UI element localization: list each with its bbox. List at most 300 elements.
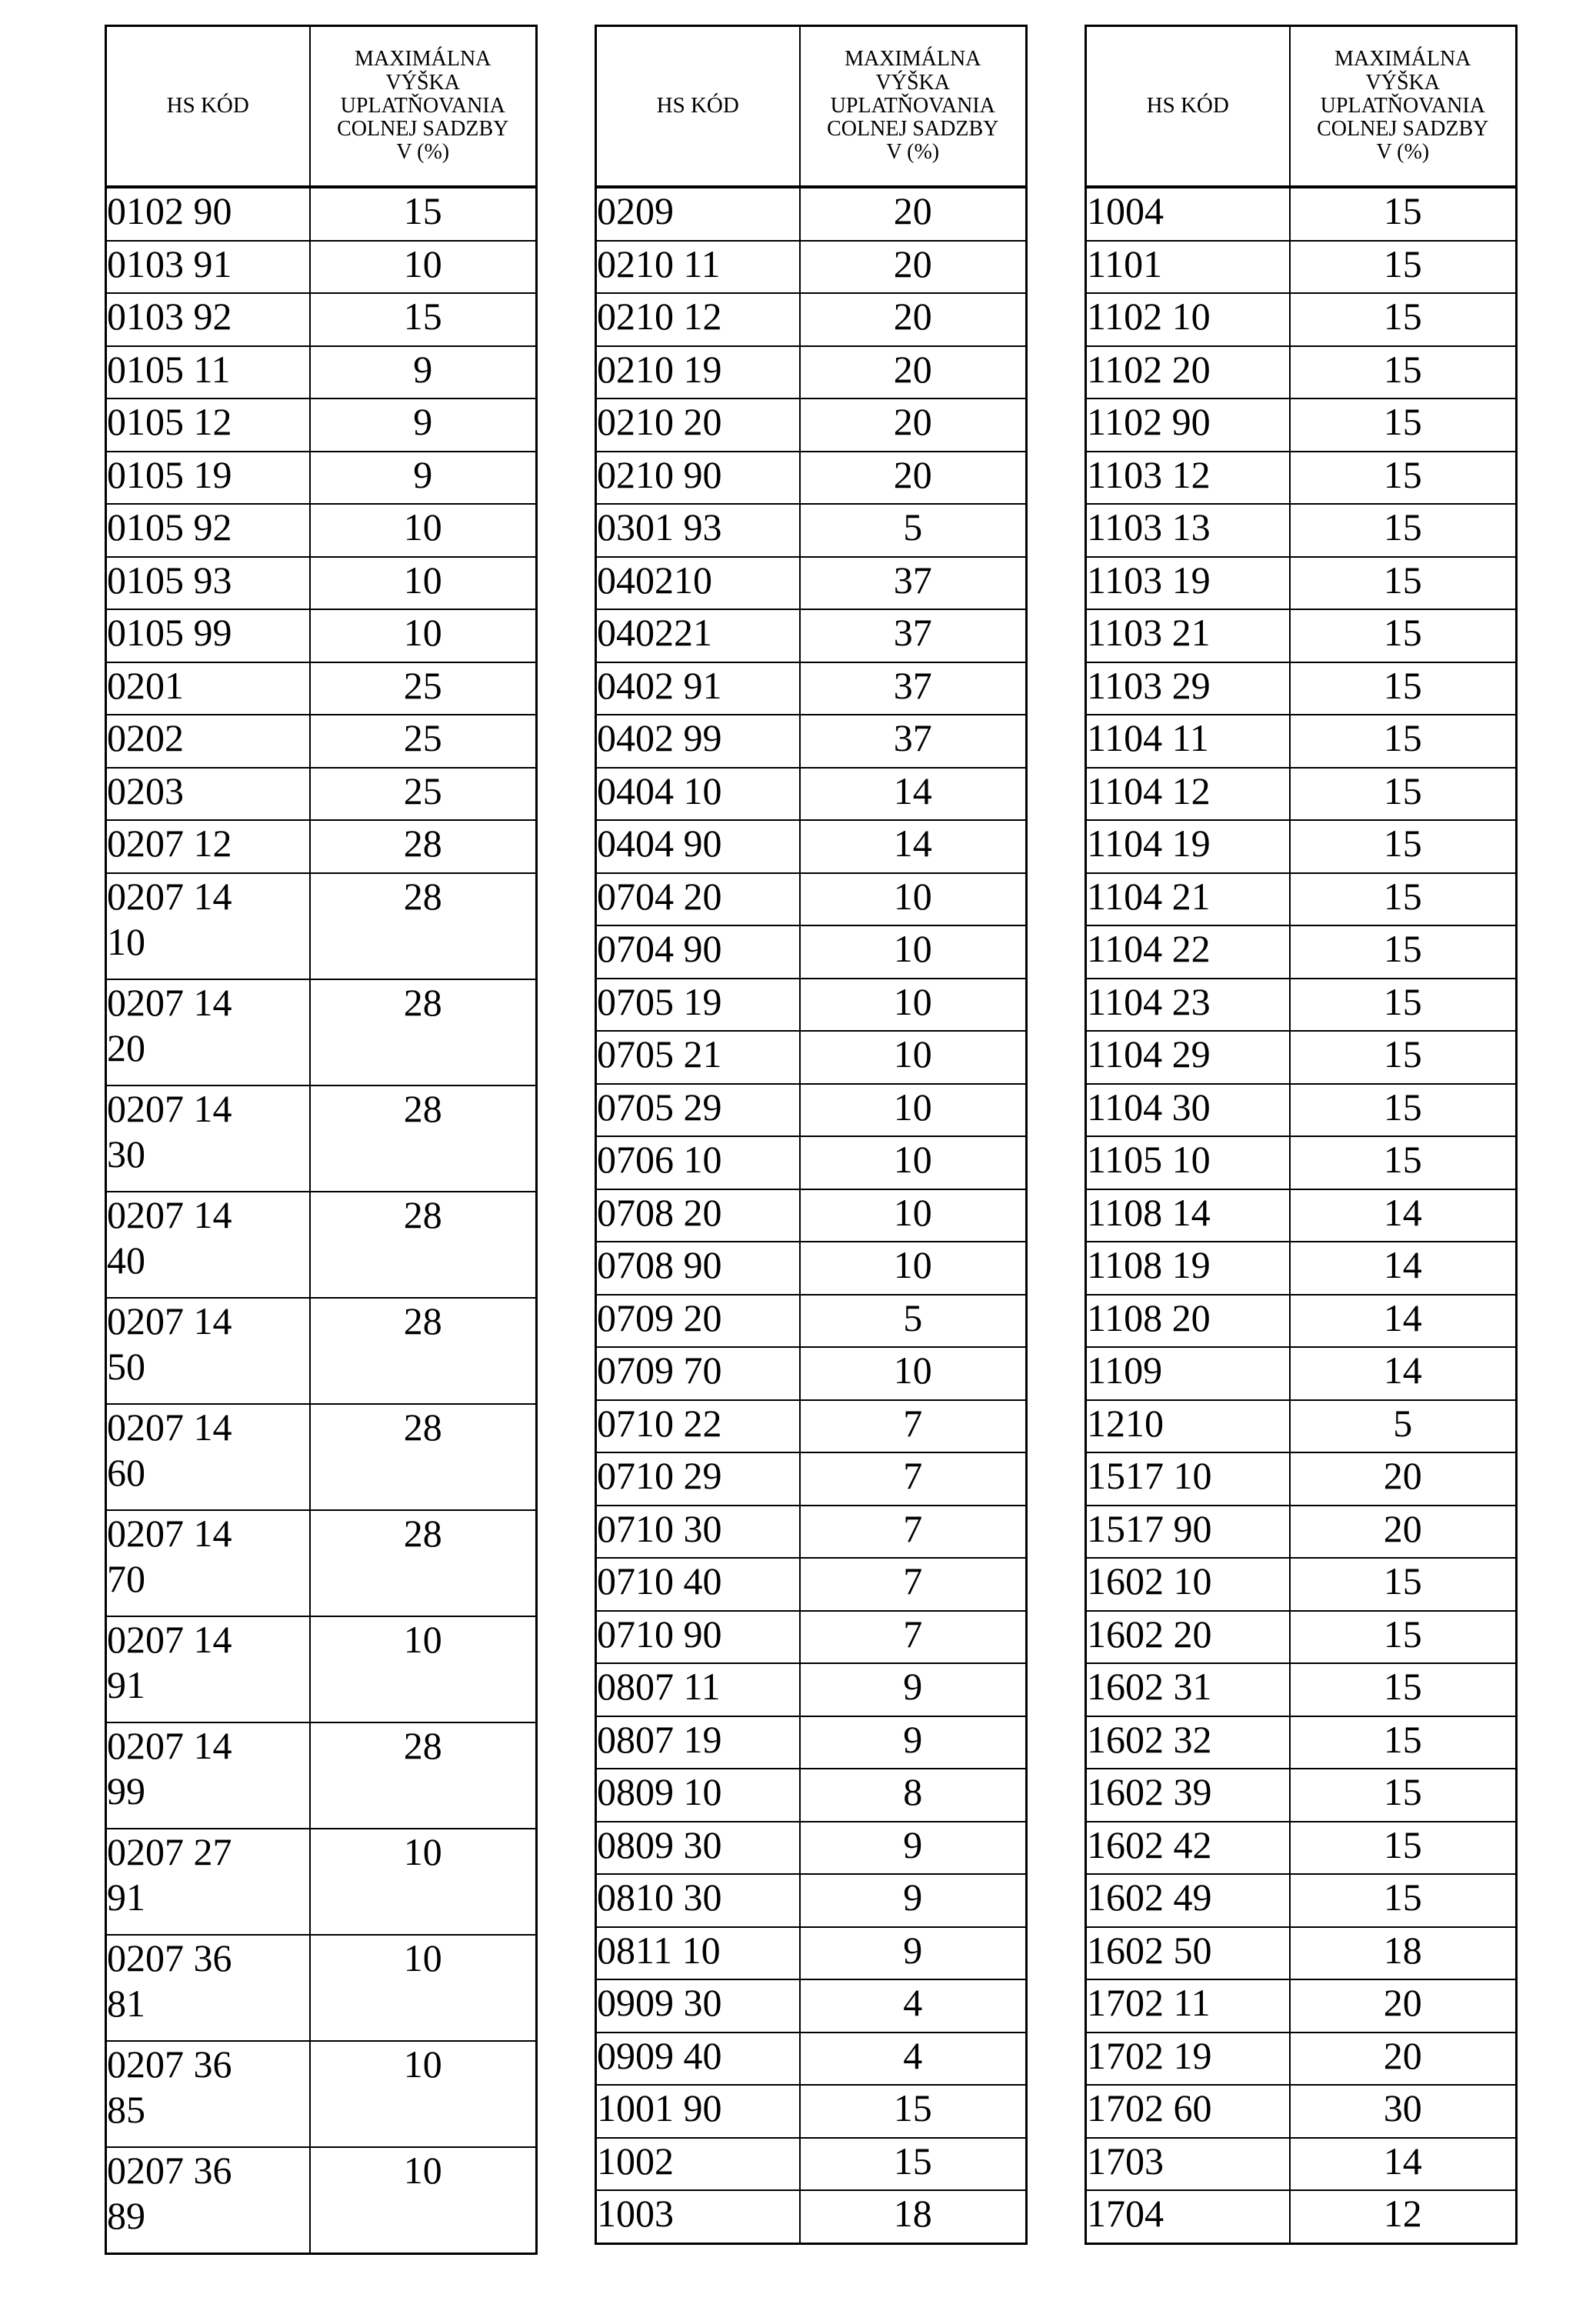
hs-code-cell bbox=[1086, 346, 1290, 399]
hs-code-cell bbox=[106, 2147, 310, 2254]
hs-code-text: 0105 93 bbox=[107, 558, 232, 602]
hs-code-text: 1101 bbox=[1087, 242, 1163, 285]
max-rate-cell: 4 bbox=[800, 1979, 1027, 2033]
table-row bbox=[1086, 452, 1517, 505]
table-row bbox=[1086, 1663, 1517, 1716]
table-row bbox=[596, 1716, 1027, 1769]
hs-code-text: 1602 31 bbox=[1087, 1665, 1212, 1708]
max-rate-cell: 20 bbox=[800, 187, 1027, 241]
table-row bbox=[1086, 293, 1517, 346]
header-line: VÝŠKA bbox=[875, 70, 950, 95]
hs-code-text: 1001 90 bbox=[597, 2086, 722, 2129]
table-row bbox=[1086, 2085, 1517, 2138]
max-rate-cell: 28 bbox=[310, 1722, 537, 1829]
max-rate-cell: 15 bbox=[1290, 1663, 1517, 1716]
hs-code-cell bbox=[106, 873, 310, 979]
hs-code-cell bbox=[1086, 979, 1290, 1032]
max-rate-cell: 10 bbox=[310, 2041, 537, 2147]
hs-code-text: 0710 22 bbox=[597, 1401, 722, 1445]
hs-code-header: HS KÓD bbox=[1086, 26, 1290, 188]
table-row bbox=[596, 1663, 1027, 1716]
max-rate-cell: 15 bbox=[1290, 452, 1517, 505]
max-rate-cell: 20 bbox=[800, 452, 1027, 505]
hs-code-text: 0207 14 bbox=[107, 1086, 232, 1130]
max-rate-cell: 4 bbox=[800, 2033, 1027, 2086]
hs-code-header: HS KÓD bbox=[596, 26, 800, 188]
hs-code-text: 0207 36 bbox=[107, 2148, 232, 2192]
table-row bbox=[1086, 1506, 1517, 1559]
max-rate-header bbox=[1290, 26, 1517, 188]
hs-code-cell bbox=[1086, 557, 1290, 610]
hs-code-cell bbox=[596, 925, 800, 979]
hs-code-cell bbox=[596, 609, 800, 662]
max-rate-cell: 25 bbox=[310, 662, 537, 715]
hs-code-text: 0404 90 bbox=[597, 822, 722, 865]
hs-code-text: 1517 10 bbox=[1087, 1454, 1212, 1497]
max-rate-cell: 7 bbox=[800, 1611, 1027, 1664]
hs-code-text: 0404 10 bbox=[597, 769, 722, 812]
hs-code-text: 0909 30 bbox=[597, 1981, 722, 2024]
table-body bbox=[596, 187, 1027, 2243]
hs-code-text: 1210 bbox=[1087, 1401, 1164, 1445]
hs-code-text: 0710 29 bbox=[597, 1454, 722, 1497]
hs-code-cell bbox=[106, 241, 310, 294]
hs-code-cell bbox=[106, 1829, 310, 1935]
hs-code-cell bbox=[596, 1611, 800, 1664]
hs-code-text: 0207 36 bbox=[107, 2042, 232, 2086]
hs-code-text: 0210 19 bbox=[597, 347, 722, 391]
hs-code-cell bbox=[1086, 293, 1290, 346]
hs-code-cell bbox=[1086, 662, 1290, 715]
max-rate-cell: 15 bbox=[1290, 557, 1517, 610]
hs-code-text: 1104 30 bbox=[1087, 1085, 1211, 1129]
header-line: MAXIMÁLNA bbox=[1334, 47, 1471, 72]
max-rate-cell: 9 bbox=[800, 1927, 1027, 1980]
table-row bbox=[596, 293, 1027, 346]
hs-code-text: 040221 bbox=[597, 611, 712, 654]
table-row bbox=[1086, 504, 1517, 557]
hs-code-cell bbox=[1086, 1031, 1290, 1084]
hs-code-text: 1109 bbox=[1087, 1349, 1163, 1392]
max-rate-cell: 15 bbox=[1290, 715, 1517, 768]
max-rate-cell: 15 bbox=[1290, 1031, 1517, 1084]
max-rate-cell: 10 bbox=[310, 241, 537, 294]
max-rate-cell: 20 bbox=[1290, 1506, 1517, 1559]
max-rate-cell: 10 bbox=[800, 1242, 1027, 1295]
hs-code-text: 1104 11 bbox=[1087, 716, 1209, 759]
table-row bbox=[596, 1452, 1027, 1506]
hs-code-cell bbox=[106, 1722, 310, 1829]
max-rate-cell: 28 bbox=[310, 1510, 537, 1616]
hs-code-cell bbox=[596, 2085, 800, 2138]
hs-code-cell bbox=[596, 662, 800, 715]
hs-code-cell bbox=[1086, 820, 1290, 873]
table-row bbox=[106, 873, 537, 979]
hs-code-cell bbox=[596, 1558, 800, 1611]
hs-code-text: 99 bbox=[107, 1769, 145, 1812]
max-rate-cell: 14 bbox=[800, 820, 1027, 873]
header-line: UPLATŇOVANIA bbox=[1320, 93, 1485, 118]
hs-code-cell bbox=[106, 452, 310, 505]
table-row bbox=[1086, 1242, 1517, 1295]
hs-code-text: 0207 14 bbox=[107, 1192, 232, 1236]
hs-code-text: 1003 bbox=[597, 2192, 674, 2235]
table-row bbox=[1086, 1084, 1517, 1137]
max-rate-cell: 15 bbox=[1290, 241, 1517, 294]
hs-code-text: 0706 10 bbox=[597, 1138, 722, 1181]
hs-code-text: 1102 20 bbox=[1087, 347, 1211, 391]
max-rate-cell: 15 bbox=[1290, 979, 1517, 1032]
table-row bbox=[596, 925, 1027, 979]
hs-code-text: 0710 30 bbox=[597, 1506, 722, 1550]
hs-code-cell bbox=[596, 1400, 800, 1453]
hs-code-text: 91 bbox=[107, 1662, 145, 1706]
table-row bbox=[1086, 609, 1517, 662]
max-rate-cell: 9 bbox=[310, 399, 537, 452]
table-row bbox=[106, 2041, 537, 2147]
table-row bbox=[596, 187, 1027, 241]
hs-code-cell bbox=[596, 1822, 800, 1875]
max-rate-cell: 15 bbox=[1290, 1822, 1517, 1875]
hs-code-text: 0301 93 bbox=[597, 505, 722, 549]
table-row bbox=[106, 1722, 537, 1829]
hs-code-text: 1104 21 bbox=[1087, 874, 1211, 918]
table-row bbox=[1086, 1769, 1517, 1822]
table-row bbox=[596, 609, 1027, 662]
max-rate-cell: 9 bbox=[800, 1822, 1027, 1875]
hs-code-header: HS KÓD bbox=[106, 26, 310, 188]
hs-code-text: 0210 11 bbox=[597, 242, 721, 285]
hs-code-cell bbox=[596, 557, 800, 610]
hs-code-cell bbox=[596, 2190, 800, 2243]
table-row bbox=[1086, 1189, 1517, 1242]
header-line: VÝŠKA bbox=[385, 70, 460, 95]
table-row bbox=[1086, 346, 1517, 399]
hs-code-text: 0709 20 bbox=[597, 1296, 722, 1339]
hs-code-text: 0704 90 bbox=[597, 927, 722, 970]
max-rate-cell: 12 bbox=[1290, 2190, 1517, 2243]
hs-code-cell bbox=[596, 1716, 800, 1769]
hs-code-cell bbox=[596, 1242, 800, 1295]
hs-code-text: 1602 10 bbox=[1087, 1559, 1212, 1602]
hs-code-text: 89 bbox=[107, 2193, 145, 2237]
table-row bbox=[596, 241, 1027, 294]
hs-code-cell bbox=[106, 715, 310, 768]
hs-code-cell bbox=[106, 1404, 310, 1510]
max-rate-cell: 10 bbox=[310, 1616, 537, 1722]
hs-code-text: 0705 21 bbox=[597, 1032, 722, 1075]
max-rate-cell: 10 bbox=[800, 979, 1027, 1032]
hs-code-cell bbox=[1086, 768, 1290, 821]
table-row bbox=[1086, 820, 1517, 873]
hs-code-text: 0709 70 bbox=[597, 1349, 722, 1392]
table-row bbox=[1086, 2138, 1517, 2191]
hs-code-text: 1702 60 bbox=[1087, 2086, 1212, 2129]
table-row bbox=[1086, 557, 1517, 610]
table-row bbox=[106, 820, 537, 873]
table-row bbox=[596, 1822, 1027, 1875]
max-rate-cell: 18 bbox=[800, 2190, 1027, 2243]
hs-code-text: 0809 10 bbox=[597, 1770, 722, 1813]
table-row bbox=[1086, 768, 1517, 821]
hs-code-text: 81 bbox=[107, 1981, 145, 2025]
max-rate-header bbox=[310, 26, 537, 188]
table-row bbox=[106, 504, 537, 557]
table-row bbox=[1086, 1136, 1517, 1189]
table-row bbox=[596, 1084, 1027, 1137]
hs-code-text: 0207 27 bbox=[107, 1829, 232, 1873]
hs-code-cell bbox=[1086, 399, 1290, 452]
hs-code-text: 0810 30 bbox=[597, 1876, 722, 1919]
hs-code-text: 10 bbox=[107, 919, 145, 963]
table-row bbox=[596, 1295, 1027, 1348]
table-row bbox=[106, 187, 537, 241]
header-line: V (%) bbox=[886, 140, 940, 165]
hs-code-cell bbox=[1086, 1716, 1290, 1769]
hs-code-cell bbox=[106, 1192, 310, 1298]
hs-code-cell bbox=[596, 1979, 800, 2033]
hs-code-text: 85 bbox=[107, 2087, 145, 2131]
hs-code-cell bbox=[596, 452, 800, 505]
tariff-table-1 bbox=[105, 25, 538, 2255]
hs-code-text: 0201 bbox=[107, 663, 184, 707]
max-rate-cell: 15 bbox=[1290, 1136, 1517, 1189]
hs-code-text: 0207 12 bbox=[107, 822, 232, 865]
max-rate-cell: 10 bbox=[310, 557, 537, 610]
max-rate-cell: 15 bbox=[1290, 399, 1517, 452]
table-row bbox=[1086, 1347, 1517, 1400]
hs-code-text: 0705 19 bbox=[597, 979, 722, 1023]
hs-code-text: 0105 19 bbox=[107, 452, 232, 496]
table-row bbox=[596, 1611, 1027, 1664]
hs-code-text: 0207 14 bbox=[107, 874, 232, 918]
hs-code-cell bbox=[106, 609, 310, 662]
hs-code-text: 1702 19 bbox=[1087, 2033, 1212, 2077]
max-rate-cell: 10 bbox=[800, 1136, 1027, 1189]
hs-code-cell bbox=[596, 241, 800, 294]
header-line: V (%) bbox=[1376, 140, 1430, 165]
table-row bbox=[1086, 1822, 1517, 1875]
header-line: COLNEJ SADZBY bbox=[337, 117, 509, 142]
hs-code-cell bbox=[596, 1506, 800, 1559]
hs-code-text: 0207 14 bbox=[107, 1511, 232, 1555]
table-row bbox=[1086, 2033, 1517, 2086]
table-row bbox=[596, 1400, 1027, 1453]
max-rate-cell: 9 bbox=[310, 452, 537, 505]
hs-code-text: 0710 40 bbox=[597, 1559, 722, 1602]
hs-code-cell bbox=[106, 2041, 310, 2147]
table-row bbox=[1086, 873, 1517, 926]
table-row bbox=[596, 452, 1027, 505]
hs-code-cell bbox=[596, 1769, 800, 1822]
max-rate-cell: 15 bbox=[1290, 1611, 1517, 1664]
hs-code-cell bbox=[106, 768, 310, 821]
hs-code-cell bbox=[1086, 504, 1290, 557]
max-rate-cell: 20 bbox=[800, 399, 1027, 452]
max-rate-cell: 18 bbox=[1290, 1927, 1517, 1980]
max-rate-cell: 10 bbox=[800, 873, 1027, 926]
max-rate-cell: 9 bbox=[800, 1663, 1027, 1716]
hs-code-text: 1002 bbox=[597, 2139, 674, 2183]
hs-code-cell bbox=[106, 399, 310, 452]
hs-code-text: 60 bbox=[107, 1450, 145, 1494]
table-row bbox=[106, 2147, 537, 2254]
tariff-table-2 bbox=[595, 25, 1028, 2245]
table-row bbox=[1086, 1400, 1517, 1453]
hs-code-text: 0807 11 bbox=[597, 1665, 721, 1708]
hs-code-text: 0207 14 bbox=[107, 1617, 232, 1661]
table-row bbox=[1086, 715, 1517, 768]
hs-code-cell bbox=[596, 346, 800, 399]
hs-code-cell bbox=[1086, 1084, 1290, 1137]
max-rate-cell: 5 bbox=[800, 504, 1027, 557]
hs-code-cell bbox=[1086, 1295, 1290, 1348]
max-rate-cell: 10 bbox=[800, 925, 1027, 979]
hs-code-cell bbox=[596, 1295, 800, 1348]
hs-code-cell bbox=[1086, 1927, 1290, 1980]
max-rate-cell: 14 bbox=[1290, 1189, 1517, 1242]
table-row bbox=[106, 1192, 537, 1298]
hs-code-text: 0708 20 bbox=[597, 1190, 722, 1234]
max-rate-cell: 15 bbox=[1290, 346, 1517, 399]
table-row bbox=[1086, 241, 1517, 294]
table-row bbox=[596, 504, 1027, 557]
hs-code-cell bbox=[1086, 1242, 1290, 1295]
hs-code-text: 0210 90 bbox=[597, 452, 722, 496]
hs-code-cell bbox=[1086, 1400, 1290, 1453]
hs-code-cell bbox=[596, 504, 800, 557]
header-line: MAXIMÁLNA bbox=[845, 47, 981, 72]
hs-code-cell bbox=[1086, 1822, 1290, 1875]
table-row bbox=[596, 557, 1027, 610]
max-rate-cell: 9 bbox=[800, 1716, 1027, 1769]
table-row bbox=[106, 557, 537, 610]
table-row bbox=[106, 768, 537, 821]
max-rate-cell: 15 bbox=[1290, 1558, 1517, 1611]
hs-code-text: 1702 11 bbox=[1087, 1981, 1211, 2024]
hs-code-text: 0708 90 bbox=[597, 1243, 722, 1286]
hs-code-text: 1104 12 bbox=[1087, 769, 1211, 812]
table-row bbox=[106, 452, 537, 505]
hs-code-text: 0207 14 bbox=[107, 1723, 232, 1767]
hs-code-cell bbox=[596, 2033, 800, 2086]
hs-code-cell bbox=[596, 293, 800, 346]
hs-code-text: 0105 12 bbox=[107, 400, 232, 443]
table-row bbox=[106, 399, 537, 452]
max-rate-cell: 10 bbox=[310, 1829, 537, 1935]
hs-code-cell bbox=[106, 662, 310, 715]
max-rate-cell: 15 bbox=[1290, 873, 1517, 926]
hs-code-cell bbox=[1086, 1979, 1290, 2033]
table-row bbox=[1086, 1874, 1517, 1927]
hs-code-cell bbox=[596, 1189, 800, 1242]
max-rate-cell: 10 bbox=[310, 504, 537, 557]
hs-code-text: 1704 bbox=[1087, 2192, 1164, 2235]
hs-code-text: 1108 14 bbox=[1087, 1190, 1211, 1234]
table-row bbox=[1086, 1558, 1517, 1611]
max-rate-cell: 30 bbox=[1290, 2085, 1517, 2138]
hs-code-text: 0704 20 bbox=[597, 874, 722, 918]
table-row bbox=[1086, 1979, 1517, 2033]
hs-code-cell bbox=[106, 979, 310, 1085]
hs-code-text: 0102 90 bbox=[107, 189, 232, 232]
hs-code-cell bbox=[1086, 2190, 1290, 2243]
table-row bbox=[106, 715, 537, 768]
table-row bbox=[1086, 1611, 1517, 1664]
hs-code-text: 1102 90 bbox=[1087, 400, 1211, 443]
hs-code-text: 0909 40 bbox=[597, 2033, 722, 2077]
max-rate-cell: 15 bbox=[1290, 293, 1517, 346]
hs-code-text: 0207 14 bbox=[107, 1299, 232, 1342]
hs-code-text: 0105 11 bbox=[107, 347, 231, 391]
max-rate-cell: 37 bbox=[800, 609, 1027, 662]
table-body bbox=[106, 187, 537, 2253]
table-row bbox=[596, 715, 1027, 768]
table-row bbox=[596, 1769, 1027, 1822]
table-row bbox=[596, 1136, 1027, 1189]
header-row bbox=[596, 26, 1027, 188]
max-rate-cell: 7 bbox=[800, 1452, 1027, 1506]
hs-code-cell bbox=[106, 1510, 310, 1616]
hs-code-cell bbox=[1086, 2033, 1290, 2086]
hs-code-cell bbox=[596, 2138, 800, 2191]
hs-code-text: 1103 29 bbox=[1087, 663, 1211, 707]
table-row bbox=[1086, 399, 1517, 452]
max-rate-cell: 10 bbox=[310, 1935, 537, 2041]
table-row bbox=[106, 1510, 537, 1616]
table-row bbox=[1086, 2190, 1517, 2243]
max-rate-cell: 14 bbox=[800, 768, 1027, 821]
hs-code-text: 1004 bbox=[1087, 189, 1164, 232]
hs-code-text: 1104 23 bbox=[1087, 979, 1211, 1023]
header-line: UPLATŇOVANIA bbox=[340, 93, 505, 118]
table-row bbox=[1086, 187, 1517, 241]
max-rate-cell: 28 bbox=[310, 873, 537, 979]
max-rate-cell: 15 bbox=[1290, 504, 1517, 557]
hs-code-text: 91 bbox=[107, 1875, 145, 1919]
hs-code-text: 0103 91 bbox=[107, 242, 232, 285]
hs-code-cell bbox=[596, 1452, 800, 1506]
hs-code-text: 0811 10 bbox=[597, 1928, 721, 1972]
hs-code-cell bbox=[596, 1136, 800, 1189]
table-row bbox=[596, 1242, 1027, 1295]
hs-code-text: 0210 20 bbox=[597, 400, 722, 443]
header-line: V (%) bbox=[396, 140, 450, 165]
max-rate-cell: 28 bbox=[310, 979, 537, 1085]
table-row bbox=[1086, 1716, 1517, 1769]
hs-code-text: 1103 13 bbox=[1087, 505, 1211, 549]
hs-code-text: 1103 12 bbox=[1087, 452, 1211, 496]
max-rate-cell: 15 bbox=[310, 187, 537, 241]
max-rate-cell: 37 bbox=[800, 662, 1027, 715]
table-row bbox=[106, 662, 537, 715]
hs-code-text: 0207 14 bbox=[107, 980, 232, 1024]
hs-code-cell bbox=[106, 820, 310, 873]
table-row bbox=[106, 1298, 537, 1404]
hs-code-text: 0809 30 bbox=[597, 1822, 722, 1866]
hs-code-cell bbox=[106, 187, 310, 241]
hs-code-text: 1104 29 bbox=[1087, 1032, 1211, 1075]
max-rate-cell: 10 bbox=[800, 1189, 1027, 1242]
max-rate-cell: 37 bbox=[800, 557, 1027, 610]
table-body bbox=[1086, 187, 1517, 2243]
table-row bbox=[596, 1189, 1027, 1242]
hs-code-text: 0105 99 bbox=[107, 611, 232, 654]
hs-code-text: 1108 19 bbox=[1087, 1243, 1211, 1286]
max-rate-cell: 15 bbox=[1290, 187, 1517, 241]
max-rate-cell: 15 bbox=[310, 293, 537, 346]
table-row bbox=[1086, 1452, 1517, 1506]
